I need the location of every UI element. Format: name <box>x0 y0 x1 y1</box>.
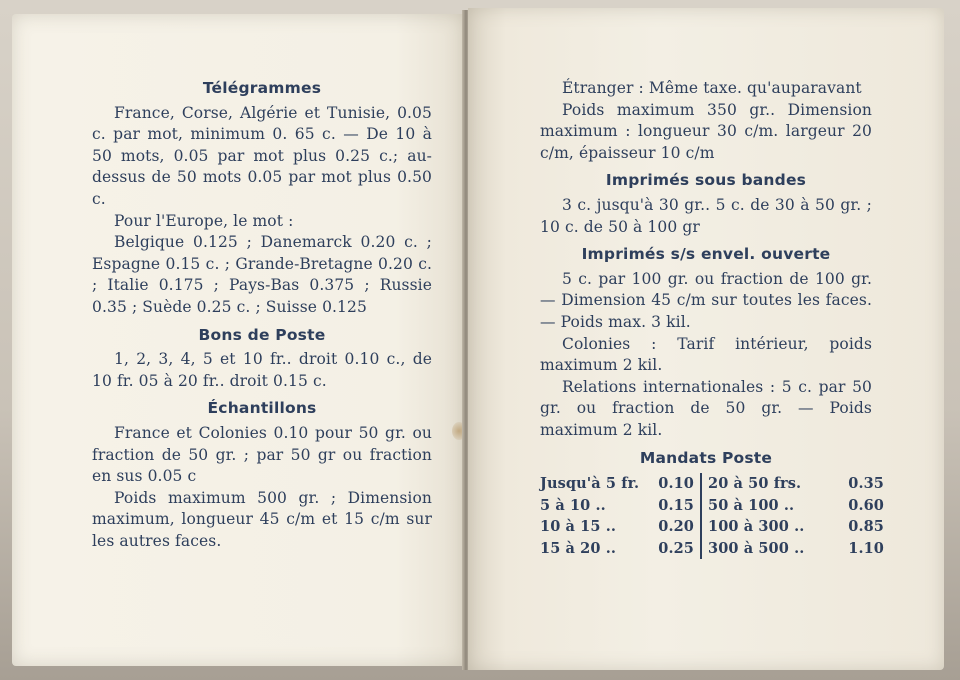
section-title-telegrammes: Télégrammes <box>202 79 322 97</box>
mandats-range: 300 à 500 .. <box>708 539 805 557</box>
mandats-range: 10 à 15 .. <box>540 518 616 536</box>
imprimes-bandes-rates: 3 c. jusqu'à 30 gr.. 5 c. de 30 à 50 gr. ; 10 c. de 50 à 100 gr <box>540 195 872 236</box>
left-page <box>12 14 464 666</box>
mandats-price: 1.10 <box>848 539 884 557</box>
mandats-range: 15 à 20 .. <box>540 539 616 557</box>
mandats-range: 5 à 10 .. <box>540 496 606 514</box>
left-page-content <box>92 78 432 552</box>
etranger-continued: Étranger : Même taxe. qu'auparavant <box>562 79 862 97</box>
mandats-right-column <box>708 473 884 559</box>
telegrammes-france-rates: France, Corse, Algérie et Tunisie, 0.05 c. par mot, minimum 0. 65 c. — De 10 à 50 mots, 0.05 par mot plus 0.25 c.; au-dessus de 50 mots 0.05 par mot plus 0.50 c. <box>92 103 432 208</box>
mandats-range: Jusqu'à 5 fr. <box>540 475 640 493</box>
telegrammes-europe-rates: Belgique 0.125 ; Danemarck 0.20 c. ; Espagne 0.15 c. ; Grande-Bretagne 0.20 c. ; Italie 0.175 ; Pays-Bas 0.375 ; Russie 0.35 ; Suède 0.25 c. ; Suisse 0.125 <box>92 233 432 316</box>
imprimes-international: Relations internationales : 5 c. par 50 gr. ou fraction de 50 gr. — Poids maximum 2 kil. <box>540 377 872 439</box>
section-title-mandats-poste: Mandats Poste <box>639 448 773 467</box>
right-page-content <box>540 78 884 559</box>
mandats-column-divider <box>700 473 702 559</box>
echantillons-rates: France et Colonies 0.10 pour 50 gr. ou fraction de 50 gr. ; par 50 gr ou fraction en sus 0.05 c <box>92 423 432 486</box>
mandats-price: 0.25 <box>658 539 694 557</box>
mandats-row <box>708 516 884 538</box>
section-title-imprimes-sous-bandes: Imprimés sous bandes <box>605 171 807 190</box>
mandats-range: 100 à 300 .. <box>708 518 805 536</box>
mandats-price: 0.15 <box>658 496 694 514</box>
imprimes-enveloppe-rates: 5 c. par 100 gr. ou fraction de 100 gr. — Dimension 45 c/m sur toutes les faces. — Poids max. 3 kil. <box>540 269 872 331</box>
mandats-row <box>708 495 884 517</box>
mandats-range: 50 à 100 .. <box>708 496 795 514</box>
mandats-left-column <box>540 473 694 559</box>
mandats-row <box>540 473 694 495</box>
telegrammes-europe-intro: Pour l'Europe, le mot : <box>114 211 294 230</box>
section-title-echantillons: Échantillons <box>207 399 317 418</box>
mandats-poste-table <box>540 473 884 559</box>
poids-dimension-max: Poids maximum 350 gr.. Dimension maximum : longueur 30 c/m. largeur 20 c/m, épaisseur 10 c/m <box>540 100 872 162</box>
mandats-price: 0.85 <box>848 518 884 536</box>
section-title-bons-de-poste: Bons de Poste <box>198 325 326 344</box>
mandats-row <box>540 516 694 538</box>
mandats-price: 0.10 <box>658 475 694 493</box>
mandats-row <box>540 495 694 517</box>
right-page <box>468 8 944 670</box>
mandats-price: 0.35 <box>848 475 884 493</box>
bons-de-poste-rates: 1, 2, 3, 4, 5 et 10 fr.. droit 0.10 c., de 10 fr. 05 à 20 fr.. droit 0.15 c. <box>92 350 432 390</box>
echantillons-dimensions: Poids maximum 500 gr. ; Dimension maximum, longueur 45 c/m et 15 c/m sur les autres faces. <box>92 488 432 550</box>
mandats-row <box>708 538 884 560</box>
mandats-row <box>708 473 884 495</box>
mandats-price: 0.20 <box>658 518 694 536</box>
mandats-price: 0.60 <box>848 496 884 514</box>
mandats-range: 20 à 50 frs. <box>708 475 802 493</box>
section-title-imprimes-enveloppe: Imprimés s/s envel. ouverte <box>581 245 831 264</box>
mandats-row <box>540 538 694 560</box>
imprimes-colonies: Colonies : Tarif intérieur, poids maximum 2 kil. <box>540 334 872 375</box>
